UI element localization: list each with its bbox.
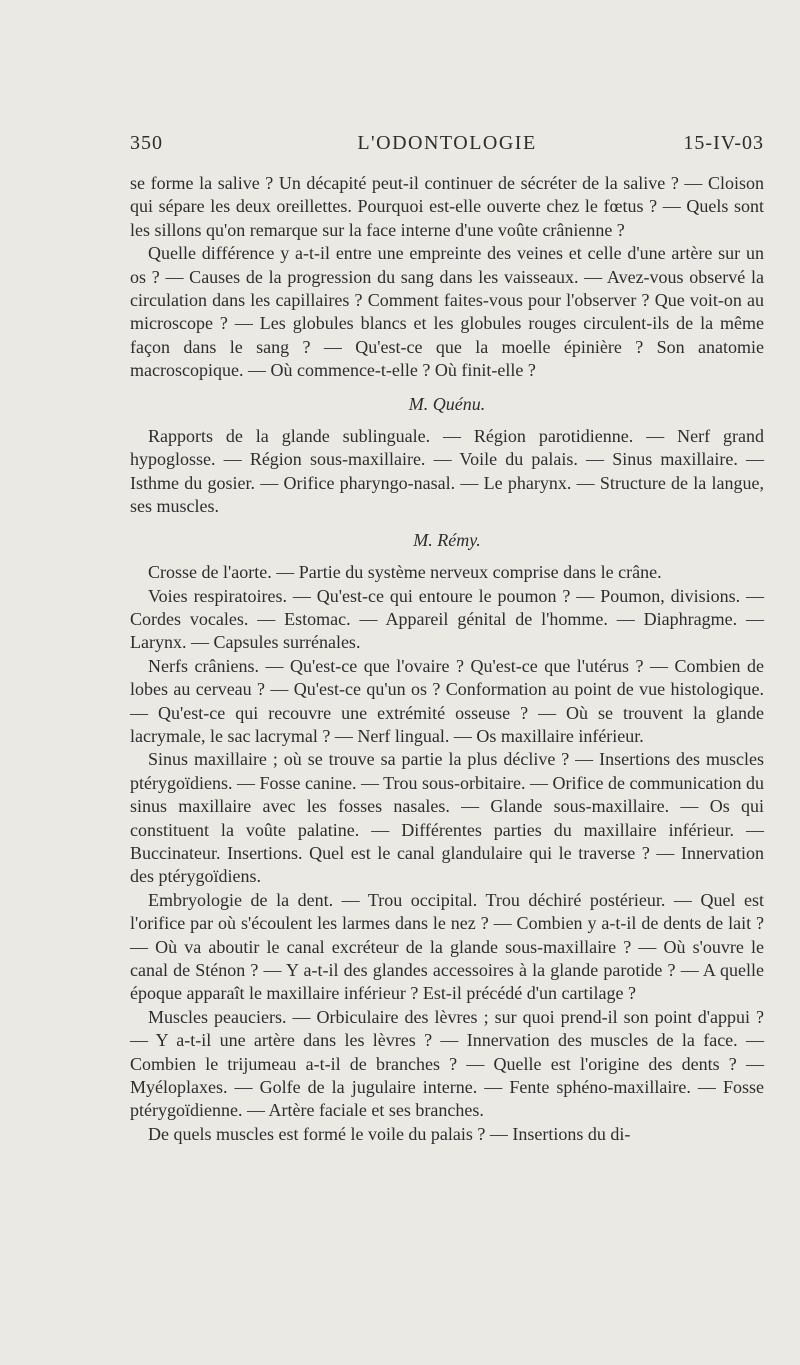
paragraph: Quelle différence y a-t-il entre une empreinte des veines et celle d'une artère sur un os ? — Causes de la progression du sang dans les vaisseaux. — Avez-vous observé la circulation dans les capillaires ? Comment faites-vous pour l'observer ? Que voit-on au microscope ? — Les globules blancs et les globules rouges circulent-ils de la même façon dans le sang ? — Qu'est-ce que la moelle épinière ? Son anatomie macroscopique. — Où commence-t-elle ? Où finit-elle ? bbox=[130, 243, 764, 381]
page-number: 350 bbox=[130, 132, 163, 154]
paragraph: Voies respiratoires. — Qu'est-ce qui entoure le poumon ? — Poumon, divisions. — Cordes vocales. — Estomac. — Appareil génital de l'homme. — Diaphragme. — Larynx. — Capsules surrénales. bbox=[130, 585, 764, 653]
journal-title: L'ODONTOLOGIE bbox=[357, 132, 537, 154]
paragraph: se forme la salive ? Un décapité peut-il continuer de sécréter de la salive ? — Cloison qui sépare les deux oreillettes. Pourquoi est-elle ouverte chez le fœtus ? — Quels sont les sillons qu'on remarque sur la face interne d'une voûte crânienne ? bbox=[130, 173, 764, 240]
paragraph: Rapports de la glande sublinguale. — Région parotidienne. — Nerf grand hypoglosse. — Région sous-maxillaire. — Voile du palais. — Sinus maxillaire. — Isthme du gosier. — Orifice pharyngo-nasal. — Le pharynx. — Structure de la langue, ses muscles. bbox=[130, 426, 764, 517]
issue-date: 15-IV-03 bbox=[683, 132, 764, 154]
examiner-signature: M. Quénu. bbox=[408, 393, 486, 414]
paragraph: Crosse de l'aorte. — Partie du système nerveux comprise dans le crâne. bbox=[148, 562, 662, 583]
paragraph: Sinus maxillaire ; où se trouve sa partie la plus déclive ? — Insertions des muscles ptérygoïdiens. — Fosse canine. — Trou sous-orbitaire. — Orifice de communication du sinus maxillaire avec les fosses nasales. — Glande sous-maxillaire. — Os qui constituent la voûte palatine. — Différentes parties du maxillaire inférieur. — Buccinateur. Insertions. Quel est le canal glandulaire qui le traverse ? — Innervation des ptérygoïdiens. bbox=[130, 749, 764, 887]
page-body bbox=[130, 172, 764, 1146]
paragraph: De quels muscles est formé le voile du palais ? — Insertions du di- bbox=[148, 1123, 631, 1144]
examiner-signature: M. Rémy. bbox=[413, 529, 481, 550]
paragraph: Nerfs crâniens. — Qu'est-ce que l'ovaire ? Qu'est-ce que l'utérus ? — Combien de lobes au cerveau ? — Qu'est-ce qu'un os ? Conformation au point de vue histologique. — Qu'est-ce qui recouvre une extrémité osseuse ? — Où se trouvent la glande lacrymale, le sac lacrymal ? — Nerf lingual. — Os maxillaire inférieur. bbox=[130, 655, 764, 746]
paragraph: Muscles peauciers. — Orbiculaire des lèvres ; sur quoi prend-il son point d'appui ? — Y a-t-il une artère dans les lèvres ? — Innervation des muscles de la face. — Combien le trijumeau a-t-il de branches ? — Quelle est l'origine des dents ? — Myéloplaxes. — Golfe de la jugulaire interne. — Fente sphéno-maxillaire. — Fosse ptérygoïdienne. — Artère faciale et ses branches. bbox=[130, 1006, 764, 1121]
paragraph: Embryologie de la dent. — Trou occipital. Trou déchiré postérieur. — Quel est l'orifice par où s'écoulent les larmes dans le nez ? — Combien y a-t-il de dents de lait ? — Où va aboutir le canal excréteur de la glande sous-maxillaire ? — Où s'ouvre le canal de Sténon ? — Y a-t-il des glandes accessoires à la glande parotide ? — A quelle époque apparaît le maxillaire inférieur ? Est-il précédé d'un cartilage ? bbox=[130, 889, 764, 1004]
running-header bbox=[130, 132, 764, 162]
